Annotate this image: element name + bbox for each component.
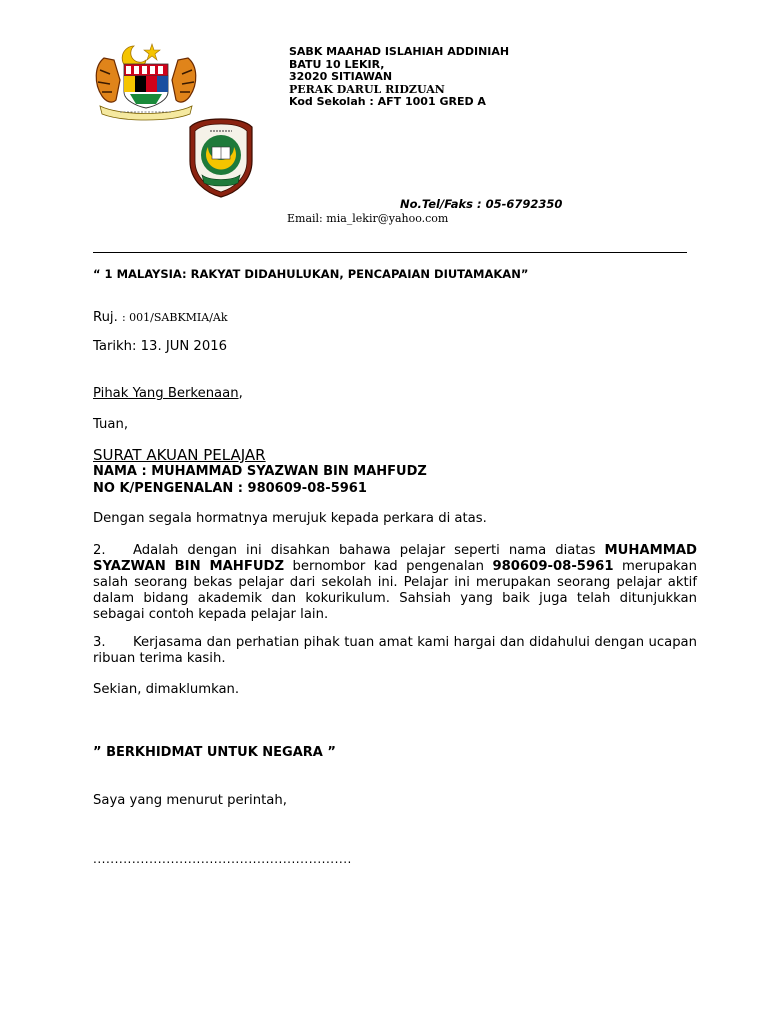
letter-title: SURAT AKUAN PELAJAR <box>93 446 266 464</box>
recipient-comma: , <box>238 386 243 401</box>
recipient <box>93 386 243 401</box>
paragraph-3-text: Kerjasama dan perhatian pihak tuan amat kami hargai dan didahului dengan ucapan ribuan terima kasih. <box>93 635 697 666</box>
paragraph-2-text-c: merupakan salah seorang bekas pelajar dari sekolah ini. Pelajar ini merupakan seorang pelajar aktif dalam bidang akademik dan kokurikulum. Sahsiah yang baik juga telah ditunjukkan sebagai contoh kepada pelajar lain. <box>93 559 697 622</box>
email-address: Email: mia_lekir@yahoo.com <box>287 212 449 225</box>
motto: ” BERKHIDMAT UNTUK NEGARA ” <box>93 745 336 760</box>
date: Tarikh: 13. JUN 2016 <box>93 339 227 354</box>
reference-label: Ruj. <box>93 310 122 325</box>
paragraph-3 <box>93 635 697 667</box>
school-badge-logo <box>186 117 256 199</box>
paragraph-3-number: 3. <box>93 635 106 650</box>
school-code: Kod Sekolah : AFT 1001 GRED A <box>289 95 486 109</box>
signature-line: ............................................................ <box>93 852 352 866</box>
paragraph-2-ic: 980609-08-5961 <box>492 559 614 574</box>
paragraph-2-text-b: bernombor kad pengenalan <box>284 559 493 574</box>
signoff: Saya yang menurut perintah, <box>93 793 287 808</box>
header-divider <box>93 252 687 253</box>
school-name: SABK MAAHAD ISLAHIAH ADDINIAH <box>289 45 510 58</box>
reference <box>93 310 228 325</box>
address-line-2: 32020 SITIAWAN <box>289 70 393 84</box>
address-line-1: BATU 10 LEKIR, <box>289 57 385 71</box>
slogan: “ 1 MALAYSIA: RAKYAT DIDAHULUKAN, PENCAPAIAN DIUTAMAKAN” <box>93 267 529 281</box>
salutation: Tuan, <box>93 417 129 432</box>
recipient-name: Pihak Yang Berkenaan <box>93 386 239 401</box>
paragraph-2-student-name: MUHAMMAD SYAZWAN BIN MAHFUDZ <box>93 543 697 574</box>
student-ic: NO K/PENGENALAN : 980609-08-5961 <box>93 481 367 496</box>
student-name: NAMA : MUHAMMAD SYAZWAN BIN MAHFUDZ <box>93 464 427 479</box>
paragraph-2-text-a: Adalah dengan ini disahkan bahawa pelajar seperti nama diatas <box>133 543 605 558</box>
closing: Sekian, dimaklumkan. <box>93 682 240 697</box>
coat-of-arms-logo <box>90 40 202 124</box>
reference-value: : 001/SABKMIA/Ak <box>121 311 228 324</box>
paragraph-2 <box>93 543 697 623</box>
paragraph-2-number: 2. <box>93 543 106 558</box>
address-line-3: PERAK DARUL RIDZUAN <box>289 82 445 96</box>
paragraph-1: Dengan segala hormatnya merujuk kepada perkara di atas. <box>93 511 487 526</box>
school-address-block <box>289 46 509 109</box>
phone-fax: No.Tel/Faks : 05-6792350 <box>400 197 563 211</box>
